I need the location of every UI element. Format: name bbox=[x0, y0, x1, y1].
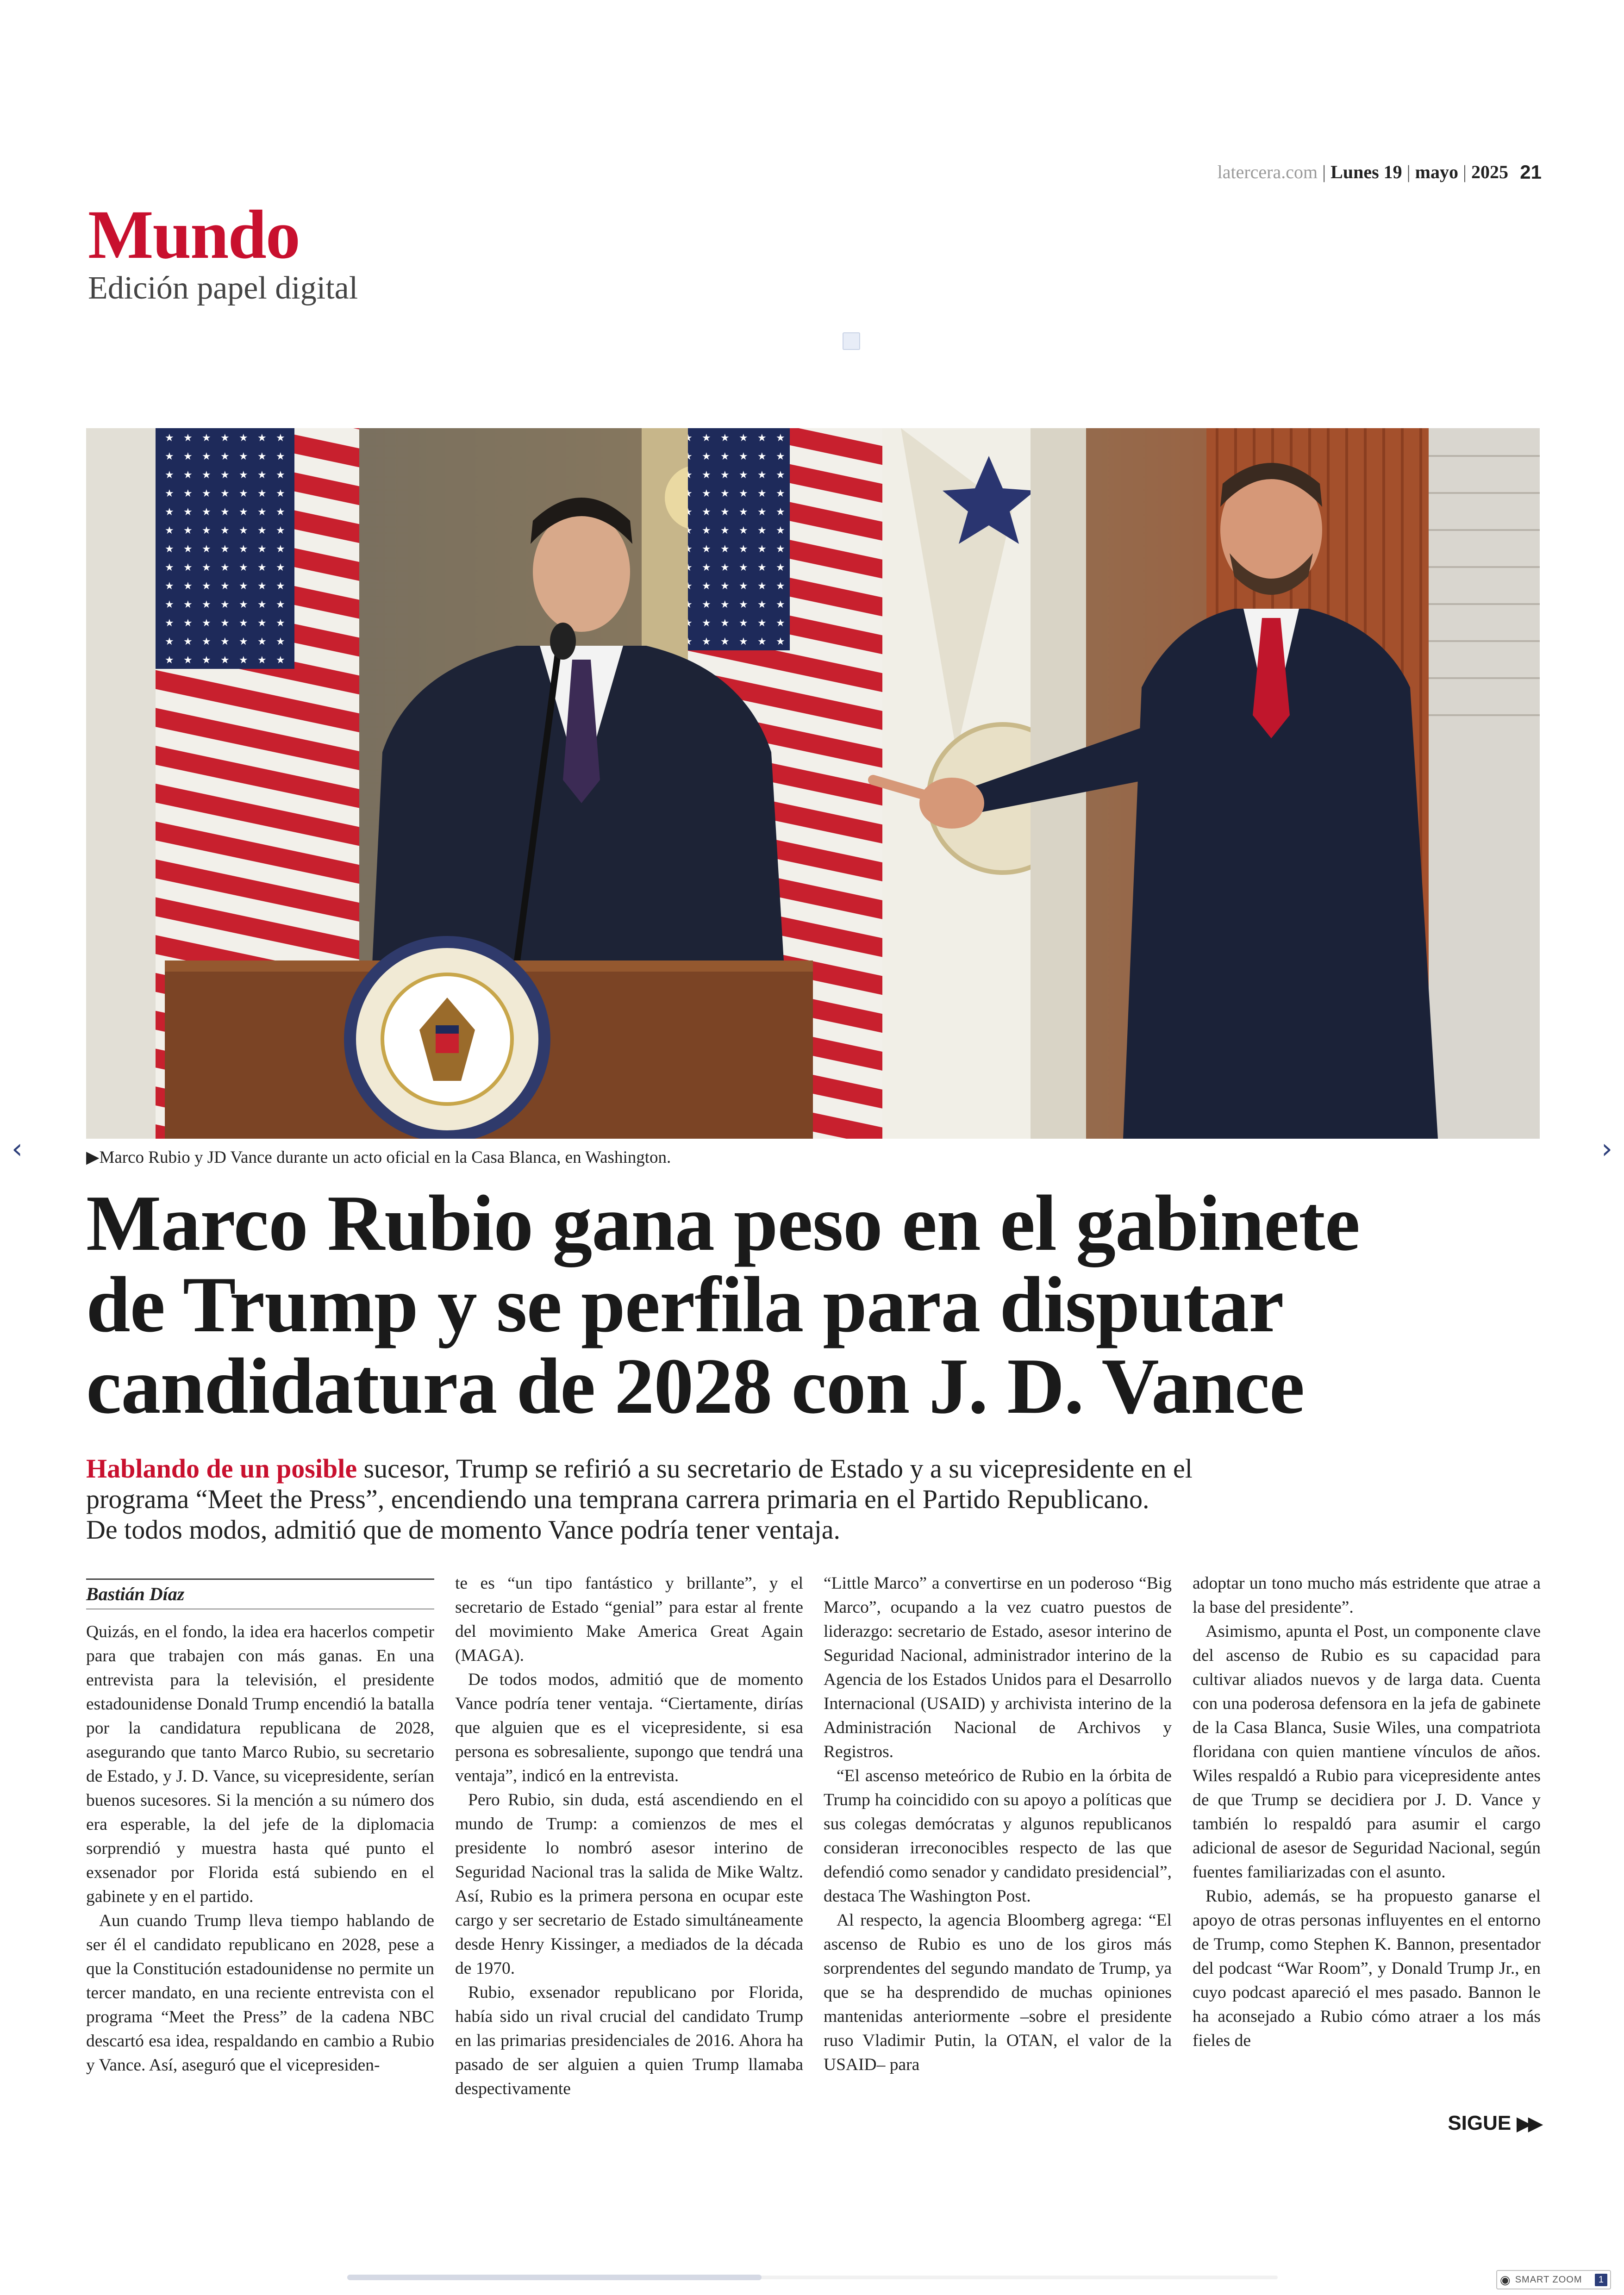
paragraph: Rubio, exsenador republicano por Florida, había sido un rival crucial del candidato Trump en las primarias presidenciales de 2016. Ahora ha pasado de ser alguien a quien Trump llamaba despectivamente bbox=[455, 1983, 803, 2098]
next-page-icon[interactable]: › bbox=[1601, 1133, 1612, 1165]
smart-zoom-label: SMART ZOOM bbox=[1515, 2274, 1582, 2285]
date-month: mayo bbox=[1415, 162, 1458, 182]
body-column-4 bbox=[1193, 1572, 1541, 2053]
dateline: latercera.com | Lunes 19 | mayo | 2025 bbox=[1217, 162, 1508, 182]
site-name[interactable]: latercera.com bbox=[1217, 162, 1318, 182]
page-number: 21 bbox=[1520, 161, 1542, 183]
article-deck bbox=[86, 1453, 1540, 1545]
paragraph: te es “un tipo fantástico y brillante”, y el secretario de Estado “genial” para estar al frente del movimiento Make America Great Again (MAGA). bbox=[455, 1574, 803, 1665]
note-icon[interactable] bbox=[843, 332, 860, 350]
paragraph: adoptar un tono mucho más estridente que atrae a la base del presidente”. bbox=[1193, 1574, 1541, 1617]
previous-page-icon[interactable]: ‹ bbox=[12, 1133, 23, 1165]
divider bbox=[86, 1578, 434, 1580]
section-title: Mundo bbox=[88, 196, 300, 273]
deck-lead: Hablando de un posible bbox=[86, 1453, 357, 1484]
byline: Bastián Díaz bbox=[86, 1584, 185, 1604]
paragraph: Aun cuando Trump lleva tiempo hablando de ser él el candidato republicano en 2028, pese a que la Constitución estadounidense no permite un tercer mandato, en una reciente entrevista con el programa “Meet the Press” de la cadena NBC descartó esa idea, respaldando en cambio a Rubio y Vance. Así, aseguró que el vicepresiden- bbox=[86, 1911, 434, 2075]
body-column-1 bbox=[86, 1620, 434, 2077]
smart-zoom-page: 1 bbox=[1595, 2274, 1607, 2286]
paragraph: Al respecto, la agencia Bloomberg agrega: “El ascenso de Rubio es uno de los giros más sorprendentes del segundo mandato de Trump, ya que se ha desprendido de muchas opiniones mantenidas anteriormente –sobre el presidente ruso Vladimir Putin, la OTAN, el valor de la USAID– para bbox=[824, 1911, 1172, 2074]
smart-zoom-button[interactable] bbox=[1496, 2270, 1611, 2289]
paragraph: Rubio, además, se ha propuesto ganarse el apoyo de otras personas influyentes en el entorno de Trump, como Stephen K. Bannon, presentador del podcast “War Room”, y Donald Trump Jr., en cuyo podcast apareció el mes pasado. Bannon le ha aconsejado a Rubio cómo atraer a los más fieles de bbox=[1193, 1887, 1541, 2050]
article-photo bbox=[86, 428, 1540, 1139]
headline-line: candidatura de 2028 con J. D. Vance bbox=[86, 1342, 1305, 1430]
photo-caption: ▶Marco Rubio y JD Vance durante un acto oficial en la Casa Blanca, en Washington. bbox=[86, 1148, 671, 1167]
continue-label: SIGUE bbox=[1448, 2112, 1512, 2134]
scrollbar-thumb[interactable] bbox=[347, 2275, 762, 2280]
date-day: Lunes 19 bbox=[1330, 162, 1402, 182]
headline-line: Marco Rubio gana peso en el gabinete bbox=[86, 1179, 1360, 1267]
paragraph: Asimismo, apunta el Post, un componente clave del ascenso de Rubio es su capacidad para cultivar aliados nuevos y de larga data. Cuenta con una poderosa defensora en la jefa de gabinete de la Casa Blanca, Susie Wiles, una compatriota floridana con quien mantiene vínculos de años. Wiles respaldó a Rubio para vicepresidente antes de que Trump se decidiera por J. D. Vance y también lo respaldó para asumir el cargo adicional de asesor de Seguridad Nacional, según fuentes familiarizadas con el asunto. bbox=[1193, 1622, 1541, 1882]
body-column-2 bbox=[455, 1572, 803, 2101]
deck-text: De todos modos, admitió que de momento Vance podría tener ventaja. bbox=[86, 1515, 840, 1545]
paragraph: “Little Marco” a convertirse en un poderoso “Big Marco”, ocupando a la vez cuatro puestos de liderazgo: secretario de Estado, asesor interino de Seguridad Nacional, administrador interino de la Agencia de los Estados Unidos para el Desarrollo Internacional (USAID) y archivista interino de la Administración Nacional de Archivos y Registros. bbox=[824, 1574, 1172, 1761]
headline bbox=[86, 1179, 1568, 1430]
deck-text: sucesor, Trump se refirió a su secretario de Estado y a su vicepresidente en el bbox=[357, 1453, 1193, 1484]
paragraph: “El ascenso meteórico de Rubio en la órbita de Trump ha coincidido con su apoyo a políticas que sus colegas demócratas y algunos republicanos consideran irreconocibles respecto de las que defendió como senador y candidato presidencial”, destaca The Washington Post. bbox=[824, 1766, 1172, 1906]
body-column-3 bbox=[824, 1572, 1172, 2077]
paragraph: De todos modos, admitió que de momento Vance podría tener ventaja. “Ciertamente, dirías que alguien que es el vicepresidente, si esa persona es sobresaliente, supongo que tendrá una ventaja”, indicó en la entrevista. bbox=[455, 1670, 803, 1785]
paragraph: Pero Rubio, sin duda, está ascendiendo en el mundo de Trump: a comienzos de mes el presidente lo nombró asesor interino de Seguridad Nacional tras la salida de Mike Waltz. Así, Rubio es la primera persona en ocupar este cargo y ser secretario de Estado simultáneamente desde Henry Kissinger, a mediados de la década de 1970. bbox=[455, 1790, 803, 1978]
deck-text: programa “Meet the Press”, encendiendo una temprana carrera primaria en el Partido Republicano. bbox=[86, 1484, 1149, 1514]
date-year: 2025 bbox=[1471, 162, 1508, 182]
continue-arrows-icon: ▶▶ bbox=[1517, 2114, 1540, 2134]
eye-icon: ◉ bbox=[1500, 2272, 1511, 2287]
section-subtitle: Edición papel digital bbox=[88, 270, 358, 306]
paragraph: Quizás, en el fondo, la idea era hacerlos competir para que trabajen con más ganas. En una entrevista para la televisión, el presidente estadounidense Donald Trump encendió la batalla por la candidatura republicana de 2028, asegurando que tanto Marco Rubio, su secretario de Estado, y J. D. Vance, su vicepresidente, serían buenos sucesores. Si la mención a su número dos era esperable, la del jefe de la diplomacia sorprendió y muestra hasta qué punto el exsenador por Florida está subiendo en el gabinete y en el partido. bbox=[86, 1622, 434, 1906]
continue-link[interactable] bbox=[1448, 2112, 1540, 2135]
headline-line: de Trump y se perfila para disputar bbox=[86, 1261, 1284, 1349]
